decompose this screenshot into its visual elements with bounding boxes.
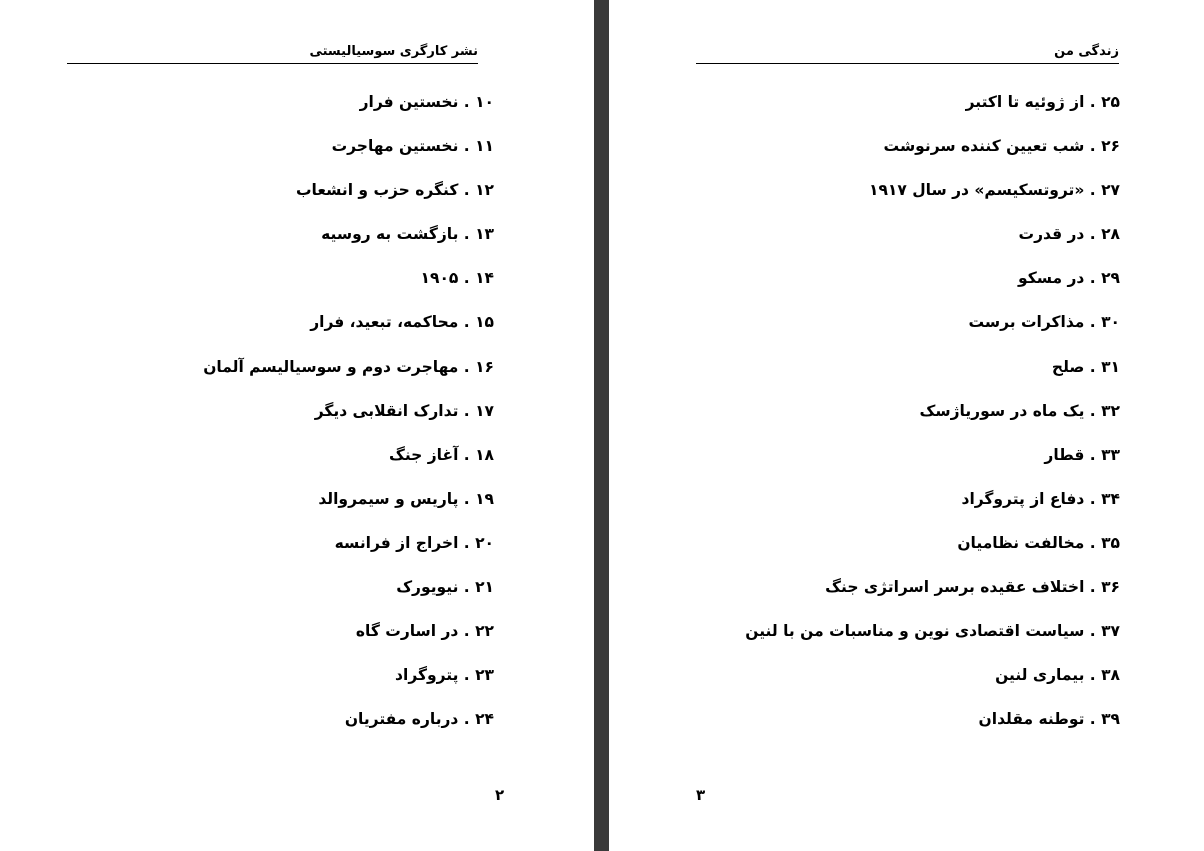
toc-entry: ۲۸ . در قدرت <box>1018 225 1120 244</box>
toc-entry: ۳۶ . اختلاف عقیده برسر اسراتژی جنگ <box>825 578 1120 597</box>
left-toc-list <box>74 80 494 741</box>
toc-entry: ۱۲ . کنگره حزب و انشعاب <box>295 181 494 200</box>
toc-entry: ۱۵ . محاکمه، تبعید، فرار <box>310 313 494 332</box>
toc-entry: ۲۴ . درباره مفتریان <box>344 710 494 729</box>
toc-entry: ۱۳ . بازگشت به روسیه <box>321 225 494 244</box>
toc-entry: ۳۵ . مخالفت نظامیان <box>957 533 1120 552</box>
toc-entry: ۱۷ . تدارک انقلابی دیگر <box>314 401 494 420</box>
toc-entry: ۳۳ . قطار <box>1044 445 1120 464</box>
right-page-header: زندگی من <box>696 41 1119 64</box>
toc-entry: ۲۲ . در اسارت گاه <box>355 622 494 641</box>
toc-entry: ۳۰ . مذاکرات برست <box>968 313 1120 332</box>
toc-entry: ۱۹ . پاریس و سیمروالد <box>318 489 494 508</box>
toc-entry: ۳۸ . بیماری لنین <box>995 666 1120 685</box>
right-page <box>609 0 1204 851</box>
toc-entry: ۲۰ . اخراج از فرانسه <box>334 533 494 552</box>
left-page-number: ۲ <box>495 786 505 804</box>
toc-entry: ۲۵ . از ژوئیه تا اکتبر <box>965 93 1120 111</box>
book-gutter <box>594 0 609 851</box>
toc-entry: ۳۷ . سیاست اقتصادی نوین و مناسبات من با لنین <box>745 622 1120 641</box>
toc-entry: ۱۶ . مهاجرت دوم و سوسیالیسم آلمان <box>203 357 494 376</box>
left-page <box>0 0 594 851</box>
toc-entry: ۲۱ . نیویورک <box>396 578 494 597</box>
toc-entry: ۳۹ . توطنه مقلدان <box>978 710 1120 729</box>
toc-entry: ۲۳ . پتروگراد <box>395 666 494 685</box>
left-page-header: نشر کارگری سوسیالیستی <box>67 41 478 64</box>
toc-entry: ۲۷ . «تروتسکیسم» در سال ۱۹۱۷ <box>868 181 1120 200</box>
toc-entry: ۳۴ . دفاع از پتروگراد <box>961 489 1120 508</box>
toc-entry: ۲۹ . در مسکو <box>1018 269 1120 288</box>
toc-entry: ۳۱ . صلح <box>1051 357 1120 376</box>
toc-entry: ۳۲ . یک ماه در سوریاژسک <box>919 401 1120 420</box>
toc-entry: ۱۴ . ۱۹۰۵ <box>420 269 494 288</box>
toc-entry: ۲۶ . شب تعیین کننده سرنوشت <box>883 137 1120 156</box>
toc-entry: ۱۱ . نخستین مهاجرت <box>331 137 494 156</box>
right-page-number: ۳ <box>696 786 706 804</box>
toc-entry: ۱۰ . نخستین فرار <box>359 93 494 111</box>
right-toc-list <box>700 80 1120 741</box>
toc-entry: ۱۸ . آغاز جنگ <box>388 445 494 464</box>
